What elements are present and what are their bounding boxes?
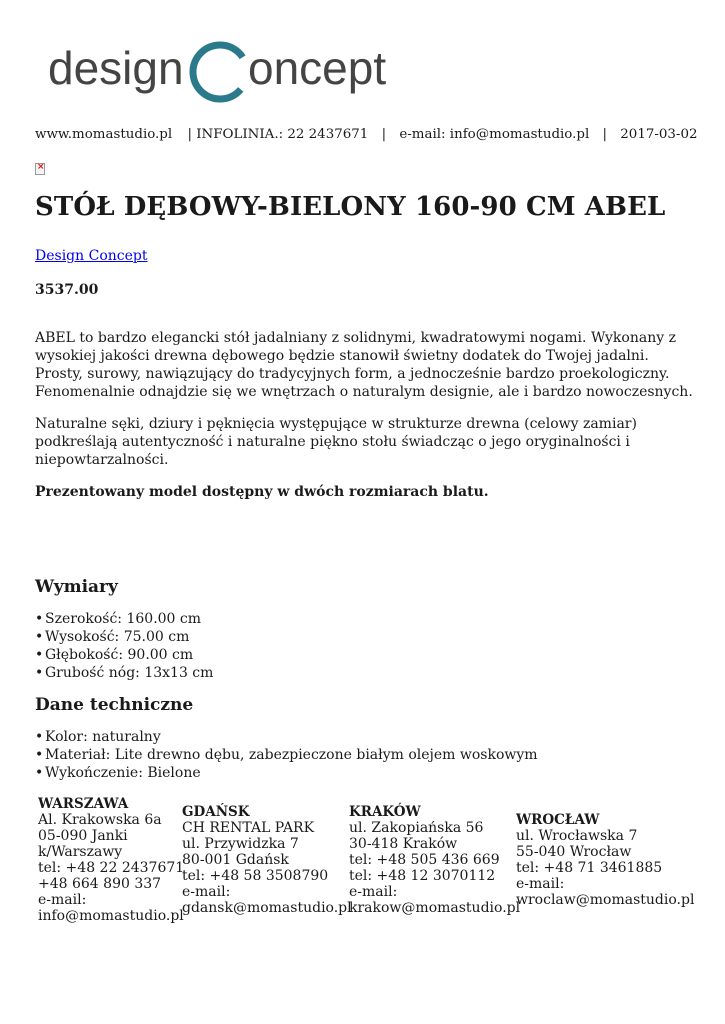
- separator: |: [602, 127, 608, 142]
- office-line: ul. Wrocławska 7: [516, 828, 638, 844]
- separator: |: [381, 127, 387, 142]
- office-line: 30-418 Kraków: [349, 836, 458, 852]
- logo-text-design: design: [48, 42, 184, 94]
- office-email[interactable]: gdansk@momastudio.pl: [182, 900, 352, 916]
- logo-c-mark: [182, 38, 258, 106]
- office-city: KRAKÓW: [349, 804, 421, 820]
- office-email[interactable]: krakow@momastudio.pl: [349, 900, 521, 916]
- office-warszawa: [38, 796, 184, 924]
- product-price: 3537.00: [35, 282, 99, 298]
- description-paragraph: Naturalne sęki, dziury i pęknięcia występujące w strukturze drewna (celowy zamiar) podkreślają autentyczność i naturalne piękno stołu świadcząc o jego oryginalności i niepowtarzalności.: [35, 416, 637, 468]
- header-contact-line: [35, 127, 698, 142]
- office-email[interactable]: wroclaw@momastudio.pl: [516, 892, 695, 908]
- brand-link[interactable]: Design Concept: [35, 248, 148, 264]
- design-concept-logo: [48, 38, 388, 106]
- office-city: WROCŁAW: [516, 812, 600, 828]
- office-wroclaw: [516, 812, 694, 908]
- office-city: WARSZAWA: [38, 796, 129, 812]
- logo-graphic: [48, 38, 388, 106]
- office-line: +48 664 890 337: [38, 876, 162, 892]
- office-line: e-mail:: [182, 884, 231, 900]
- broken-image-icon: ×: [35, 163, 45, 175]
- office-line: 80-001 Gdańsk: [182, 852, 289, 868]
- office-line: ul. Przywidzka 7: [182, 836, 299, 852]
- list-item: • Szerokość: 160.00 cm: [35, 610, 213, 628]
- office-city: GDAŃSK: [182, 804, 250, 820]
- office-line: tel: +48 22 2437671: [38, 860, 185, 876]
- office-line: 05-090 Janki: [38, 828, 128, 844]
- list-item: • Kolor: naturalny: [35, 728, 538, 746]
- office-line: e-mail:: [38, 892, 87, 908]
- list-item: • Grubość nóg: 13x13 cm: [35, 664, 213, 682]
- list-item: • Głębokość: 90.00 cm: [35, 646, 213, 664]
- logo-text-oncept: oncept: [248, 42, 387, 94]
- office-line: tel: +48 58 3508790: [182, 868, 329, 884]
- office-email[interactable]: info@momastudio.pl: [38, 908, 184, 924]
- description-paragraph: ABEL to bardzo elegancki stół jadalniany z solidnymi, kwadratowymi nogami. Wykonany z wysokiej jakości drewna dębowego będzie stanowił świetny dodatek do Twojej jadalni. Prosty, surowy, nawiązujący do tradycyjnych form, a jednocześnie bardzo proekologiczny. Fenomenalnie odnajdzie się we wnętrzach o naturalym designie, ale i bardzo nowoczesnych.: [35, 330, 693, 400]
- technical-list: [35, 728, 538, 782]
- list-item: • Materiał: Lite drewno dębu, zabezpieczone białym olejem woskowym: [35, 746, 538, 764]
- office-line: tel: +48 12 3070112: [349, 868, 496, 884]
- office-line: ul. Zakopiańska 56: [349, 820, 484, 836]
- office-line: CH RENTAL PARK: [182, 820, 315, 836]
- header-email[interactable]: e-mail: info@momastudio.pl: [399, 127, 590, 142]
- technical-heading: Dane techniczne: [35, 695, 194, 715]
- list-item: • Wysokość: 75.00 cm: [35, 628, 213, 646]
- office-gdansk: [182, 804, 352, 916]
- website-link[interactable]: www.momastudio.pl: [35, 127, 173, 142]
- product-title: STÓŁ DĘBOWY-BIELONY 160-90 CM ABEL: [35, 192, 666, 222]
- hotline-text: | INFOLINIA.: 22 2437671: [187, 127, 369, 142]
- dimensions-heading: Wymiary: [35, 577, 118, 597]
- product-description: [35, 329, 695, 515]
- dimensions-list: [35, 610, 213, 682]
- office-line: 55-040 Wrocław: [516, 844, 632, 860]
- office-line: tel: +48 71 3461885: [516, 860, 663, 876]
- office-line: Al. Krakowska 6a: [38, 812, 162, 828]
- office-line: k/Warszawy: [38, 844, 123, 860]
- office-line: e-mail:: [349, 884, 398, 900]
- office-line: e-mail:: [516, 876, 565, 892]
- office-krakow: [349, 804, 520, 916]
- size-note: Prezentowany model dostępny w dwóch rozmiarach blatu.: [35, 484, 489, 500]
- list-item: • Wykończenie: Bielone: [35, 764, 538, 782]
- office-line: tel: +48 505 436 669: [349, 852, 500, 868]
- header-date: 2017-03-02: [620, 127, 698, 142]
